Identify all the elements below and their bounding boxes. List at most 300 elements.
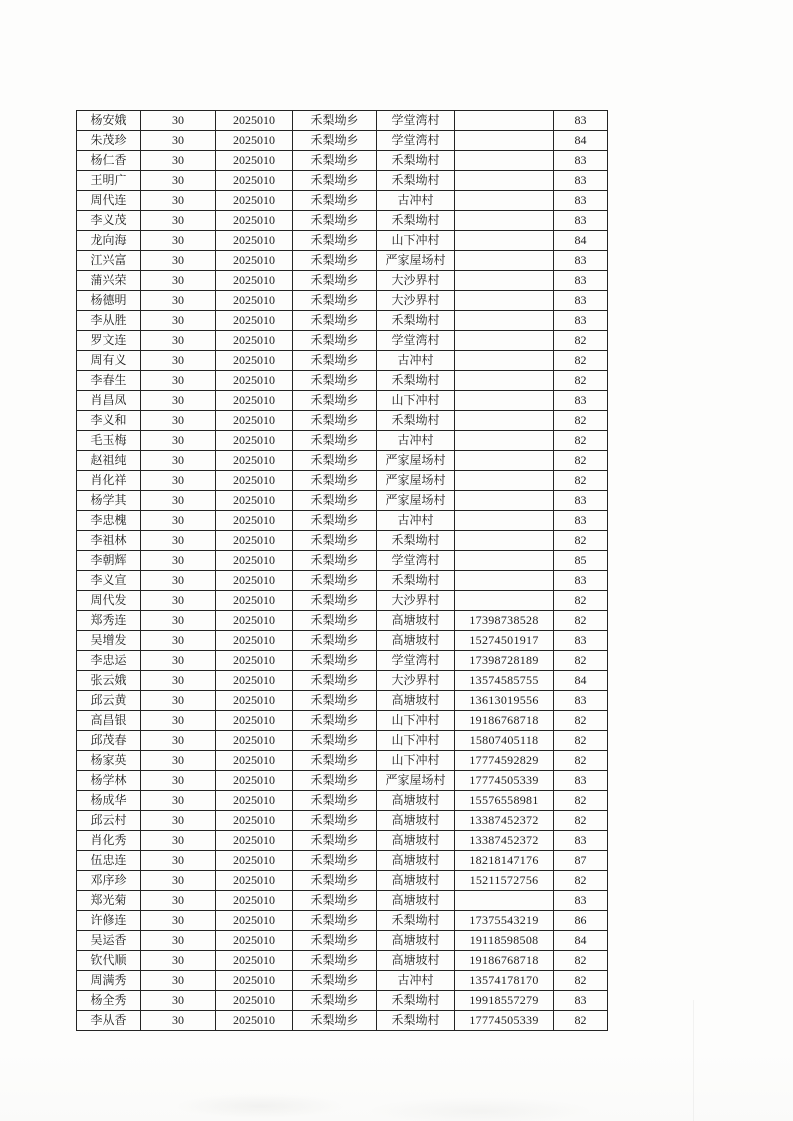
cell-name: 杨成华 bbox=[77, 791, 141, 811]
cell-name: 王明广 bbox=[77, 171, 141, 191]
cell-score: 82 bbox=[554, 371, 608, 391]
cell-quota: 30 bbox=[141, 731, 216, 751]
cell-phone bbox=[455, 331, 554, 351]
cell-name: 李从胜 bbox=[77, 311, 141, 331]
cell-phone: 13387452372 bbox=[455, 831, 554, 851]
cell-code: 2025010 bbox=[216, 731, 293, 751]
cell-quota: 30 bbox=[141, 811, 216, 831]
cell-score: 84 bbox=[554, 131, 608, 151]
table-row bbox=[77, 251, 608, 271]
cell-phone bbox=[455, 131, 554, 151]
cell-code: 2025010 bbox=[216, 951, 293, 971]
cell-township: 禾梨坳乡 bbox=[293, 471, 377, 491]
cell-township: 禾梨坳乡 bbox=[293, 671, 377, 691]
cell-township: 禾梨坳乡 bbox=[293, 311, 377, 331]
cell-phone: 15211572756 bbox=[455, 871, 554, 891]
cell-code: 2025010 bbox=[216, 631, 293, 651]
cell-name: 周有义 bbox=[77, 351, 141, 371]
table-row bbox=[77, 591, 608, 611]
cell-village: 禾梨坳村 bbox=[377, 571, 455, 591]
cell-quota: 30 bbox=[141, 491, 216, 511]
cell-phone bbox=[455, 371, 554, 391]
cell-name: 江兴富 bbox=[77, 251, 141, 271]
cell-name: 杨德明 bbox=[77, 291, 141, 311]
cell-name: 李春生 bbox=[77, 371, 141, 391]
cell-score: 83 bbox=[554, 151, 608, 171]
cell-score: 83 bbox=[554, 691, 608, 711]
cell-name: 杨家英 bbox=[77, 751, 141, 771]
cell-phone bbox=[455, 291, 554, 311]
cell-township: 禾梨坳乡 bbox=[293, 371, 377, 391]
cell-quota: 30 bbox=[141, 651, 216, 671]
cell-quota: 30 bbox=[141, 291, 216, 311]
table-row bbox=[77, 151, 608, 171]
cell-township: 禾梨坳乡 bbox=[293, 991, 377, 1011]
cell-score: 82 bbox=[554, 411, 608, 431]
cell-township: 禾梨坳乡 bbox=[293, 511, 377, 531]
table-row bbox=[77, 451, 608, 471]
cell-code: 2025010 bbox=[216, 831, 293, 851]
cell-village: 高塘坡村 bbox=[377, 951, 455, 971]
cell-phone bbox=[455, 511, 554, 531]
cell-quota: 30 bbox=[141, 991, 216, 1011]
cell-quota: 30 bbox=[141, 891, 216, 911]
cell-name: 杨安娥 bbox=[77, 111, 141, 131]
cell-village: 古冲村 bbox=[377, 971, 455, 991]
cell-township: 禾梨坳乡 bbox=[293, 691, 377, 711]
cell-village: 古冲村 bbox=[377, 431, 455, 451]
cell-township: 禾梨坳乡 bbox=[293, 771, 377, 791]
cell-score: 82 bbox=[554, 471, 608, 491]
cell-score: 84 bbox=[554, 931, 608, 951]
cell-quota: 30 bbox=[141, 111, 216, 131]
cell-quota: 30 bbox=[141, 591, 216, 611]
cell-village: 高塘坡村 bbox=[377, 691, 455, 711]
table-row bbox=[77, 191, 608, 211]
cell-village: 高塘坡村 bbox=[377, 891, 455, 911]
cell-quota: 30 bbox=[141, 791, 216, 811]
cell-score: 82 bbox=[554, 791, 608, 811]
cell-quota: 30 bbox=[141, 771, 216, 791]
cell-phone bbox=[455, 471, 554, 491]
table-row bbox=[77, 311, 608, 331]
cell-code: 2025010 bbox=[216, 131, 293, 151]
cell-township: 禾梨坳乡 bbox=[293, 931, 377, 951]
cell-score: 84 bbox=[554, 671, 608, 691]
cell-name: 朱茂珍 bbox=[77, 131, 141, 151]
cell-score: 83 bbox=[554, 171, 608, 191]
cell-township: 禾梨坳乡 bbox=[293, 111, 377, 131]
cell-phone: 19186768718 bbox=[455, 951, 554, 971]
cell-score: 85 bbox=[554, 551, 608, 571]
table-row bbox=[77, 211, 608, 231]
cell-phone: 17398728189 bbox=[455, 651, 554, 671]
table-row bbox=[77, 851, 608, 871]
table-row bbox=[77, 111, 608, 131]
table-row bbox=[77, 491, 608, 511]
cell-township: 禾梨坳乡 bbox=[293, 211, 377, 231]
cell-quota: 30 bbox=[141, 151, 216, 171]
cell-phone bbox=[455, 891, 554, 911]
table-row bbox=[77, 371, 608, 391]
cell-score: 82 bbox=[554, 451, 608, 471]
cell-phone bbox=[455, 111, 554, 131]
cell-township: 禾梨坳乡 bbox=[293, 191, 377, 211]
cell-phone: 19118598508 bbox=[455, 931, 554, 951]
cell-quota: 30 bbox=[141, 831, 216, 851]
cell-phone: 17774505339 bbox=[455, 771, 554, 791]
cell-township: 禾梨坳乡 bbox=[293, 131, 377, 151]
table-row bbox=[77, 171, 608, 191]
cell-code: 2025010 bbox=[216, 331, 293, 351]
cell-score: 83 bbox=[554, 991, 608, 1011]
cell-code: 2025010 bbox=[216, 931, 293, 951]
table-row bbox=[77, 291, 608, 311]
table-row bbox=[77, 831, 608, 851]
cell-name: 伍忠连 bbox=[77, 851, 141, 871]
cell-score: 83 bbox=[554, 511, 608, 531]
cell-name: 杨全秀 bbox=[77, 991, 141, 1011]
cell-code: 2025010 bbox=[216, 191, 293, 211]
cell-code: 2025010 bbox=[216, 791, 293, 811]
cell-score: 82 bbox=[554, 591, 608, 611]
cell-township: 禾梨坳乡 bbox=[293, 851, 377, 871]
cell-quota: 30 bbox=[141, 191, 216, 211]
cell-village: 禾梨坳村 bbox=[377, 171, 455, 191]
table-row bbox=[77, 951, 608, 971]
cell-name: 龙向海 bbox=[77, 231, 141, 251]
cell-name: 高昌银 bbox=[77, 711, 141, 731]
cell-phone bbox=[455, 171, 554, 191]
cell-village: 大沙界村 bbox=[377, 591, 455, 611]
cell-township: 禾梨坳乡 bbox=[293, 411, 377, 431]
cell-phone: 17774592829 bbox=[455, 751, 554, 771]
cell-name: 周满秀 bbox=[77, 971, 141, 991]
table-row bbox=[77, 611, 608, 631]
cell-score: 83 bbox=[554, 771, 608, 791]
cell-quota: 30 bbox=[141, 131, 216, 151]
cell-score: 82 bbox=[554, 531, 608, 551]
cell-quota: 30 bbox=[141, 511, 216, 531]
cell-village: 严家屋场村 bbox=[377, 491, 455, 511]
cell-quota: 30 bbox=[141, 431, 216, 451]
cell-score: 84 bbox=[554, 231, 608, 251]
cell-quota: 30 bbox=[141, 551, 216, 571]
cell-phone: 17398738528 bbox=[455, 611, 554, 631]
cell-code: 2025010 bbox=[216, 711, 293, 731]
cell-quota: 30 bbox=[141, 451, 216, 471]
table-row bbox=[77, 971, 608, 991]
cell-score: 83 bbox=[554, 571, 608, 591]
cell-village: 山下冲村 bbox=[377, 751, 455, 771]
table-row bbox=[77, 571, 608, 591]
cell-name: 邓序珍 bbox=[77, 871, 141, 891]
cell-phone: 19186768718 bbox=[455, 711, 554, 731]
cell-phone bbox=[455, 531, 554, 551]
cell-code: 2025010 bbox=[216, 591, 293, 611]
cell-phone bbox=[455, 411, 554, 431]
cell-code: 2025010 bbox=[216, 151, 293, 171]
cell-score: 83 bbox=[554, 191, 608, 211]
cell-village: 高塘坡村 bbox=[377, 791, 455, 811]
table-row bbox=[77, 731, 608, 751]
cell-quota: 30 bbox=[141, 951, 216, 971]
cell-phone: 19918557279 bbox=[455, 991, 554, 1011]
cell-quota: 30 bbox=[141, 471, 216, 491]
table-row bbox=[77, 811, 608, 831]
cell-township: 禾梨坳乡 bbox=[293, 491, 377, 511]
cell-quota: 30 bbox=[141, 231, 216, 251]
table-row bbox=[77, 891, 608, 911]
cell-village: 禾梨坳村 bbox=[377, 1011, 455, 1031]
cell-phone: 13613019556 bbox=[455, 691, 554, 711]
cell-village: 学堂湾村 bbox=[377, 111, 455, 131]
cell-score: 82 bbox=[554, 431, 608, 451]
cell-quota: 30 bbox=[141, 351, 216, 371]
cell-name: 李忠运 bbox=[77, 651, 141, 671]
cell-village: 严家屋场村 bbox=[377, 251, 455, 271]
cell-score: 82 bbox=[554, 331, 608, 351]
cell-code: 2025010 bbox=[216, 771, 293, 791]
cell-township: 禾梨坳乡 bbox=[293, 271, 377, 291]
cell-score: 83 bbox=[554, 631, 608, 651]
cell-township: 禾梨坳乡 bbox=[293, 971, 377, 991]
cell-township: 禾梨坳乡 bbox=[293, 831, 377, 851]
cell-code: 2025010 bbox=[216, 851, 293, 871]
cell-village: 高塘坡村 bbox=[377, 631, 455, 651]
cell-name: 邱茂春 bbox=[77, 731, 141, 751]
cell-name: 吴运香 bbox=[77, 931, 141, 951]
cell-name: 肖化秀 bbox=[77, 831, 141, 851]
cell-village: 古冲村 bbox=[377, 511, 455, 531]
cell-township: 禾梨坳乡 bbox=[293, 1011, 377, 1031]
cell-village: 禾梨坳村 bbox=[377, 911, 455, 931]
cell-name: 邱云黄 bbox=[77, 691, 141, 711]
cell-quota: 30 bbox=[141, 751, 216, 771]
cell-township: 禾梨坳乡 bbox=[293, 291, 377, 311]
cell-name: 肖化祥 bbox=[77, 471, 141, 491]
cell-phone: 18218147176 bbox=[455, 851, 554, 871]
cell-township: 禾梨坳乡 bbox=[293, 951, 377, 971]
cell-code: 2025010 bbox=[216, 991, 293, 1011]
cell-village: 古冲村 bbox=[377, 351, 455, 371]
cell-village: 学堂湾村 bbox=[377, 331, 455, 351]
table-row bbox=[77, 651, 608, 671]
cell-quota: 30 bbox=[141, 331, 216, 351]
cell-township: 禾梨坳乡 bbox=[293, 571, 377, 591]
cell-score: 82 bbox=[554, 871, 608, 891]
cell-name: 李朝辉 bbox=[77, 551, 141, 571]
cell-township: 禾梨坳乡 bbox=[293, 251, 377, 271]
cell-name: 吴增发 bbox=[77, 631, 141, 651]
cell-township: 禾梨坳乡 bbox=[293, 171, 377, 191]
cell-phone bbox=[455, 311, 554, 331]
cell-village: 高塘坡村 bbox=[377, 851, 455, 871]
table-row bbox=[77, 911, 608, 931]
table-row bbox=[77, 391, 608, 411]
cell-village: 严家屋场村 bbox=[377, 451, 455, 471]
cell-village: 山下冲村 bbox=[377, 391, 455, 411]
cell-township: 禾梨坳乡 bbox=[293, 891, 377, 911]
cell-score: 83 bbox=[554, 111, 608, 131]
cell-code: 2025010 bbox=[216, 671, 293, 691]
cell-score: 83 bbox=[554, 311, 608, 331]
cell-village: 学堂湾村 bbox=[377, 651, 455, 671]
cell-village: 古冲村 bbox=[377, 191, 455, 211]
cell-name: 张云娥 bbox=[77, 671, 141, 691]
cell-score: 83 bbox=[554, 211, 608, 231]
cell-village: 大沙界村 bbox=[377, 671, 455, 691]
cell-village: 禾梨坳村 bbox=[377, 211, 455, 231]
cell-township: 禾梨坳乡 bbox=[293, 151, 377, 171]
scan-artifact bbox=[693, 1000, 694, 1121]
cell-phone bbox=[455, 591, 554, 611]
cell-score: 83 bbox=[554, 831, 608, 851]
cell-phone bbox=[455, 351, 554, 371]
cell-name: 杨学林 bbox=[77, 771, 141, 791]
cell-code: 2025010 bbox=[216, 471, 293, 491]
cell-township: 禾梨坳乡 bbox=[293, 431, 377, 451]
cell-village: 禾梨坳村 bbox=[377, 371, 455, 391]
cell-township: 禾梨坳乡 bbox=[293, 911, 377, 931]
cell-village: 高塘坡村 bbox=[377, 931, 455, 951]
cell-score: 82 bbox=[554, 351, 608, 371]
cell-quota: 30 bbox=[141, 311, 216, 331]
cell-phone: 17774505339 bbox=[455, 1011, 554, 1031]
cell-code: 2025010 bbox=[216, 411, 293, 431]
cell-township: 禾梨坳乡 bbox=[293, 531, 377, 551]
cell-code: 2025010 bbox=[216, 211, 293, 231]
cell-code: 2025010 bbox=[216, 251, 293, 271]
table-row bbox=[77, 631, 608, 651]
cell-phone: 13574178170 bbox=[455, 971, 554, 991]
cell-township: 禾梨坳乡 bbox=[293, 791, 377, 811]
cell-phone bbox=[455, 231, 554, 251]
cell-code: 2025010 bbox=[216, 871, 293, 891]
cell-name: 钦代顺 bbox=[77, 951, 141, 971]
cell-phone: 13387452372 bbox=[455, 811, 554, 831]
cell-code: 2025010 bbox=[216, 351, 293, 371]
cell-phone bbox=[455, 491, 554, 511]
table-row bbox=[77, 411, 608, 431]
cell-score: 83 bbox=[554, 271, 608, 291]
table-row bbox=[77, 271, 608, 291]
cell-township: 禾梨坳乡 bbox=[293, 731, 377, 751]
table-row bbox=[77, 691, 608, 711]
cell-village: 山下冲村 bbox=[377, 231, 455, 251]
cell-quota: 30 bbox=[141, 671, 216, 691]
cell-village: 学堂湾村 bbox=[377, 551, 455, 571]
roster-table-body bbox=[77, 111, 608, 1031]
table-row bbox=[77, 671, 608, 691]
cell-quota: 30 bbox=[141, 911, 216, 931]
table-row bbox=[77, 351, 608, 371]
cell-score: 83 bbox=[554, 291, 608, 311]
table-row bbox=[77, 551, 608, 571]
cell-name: 周代连 bbox=[77, 191, 141, 211]
cell-township: 禾梨坳乡 bbox=[293, 631, 377, 651]
cell-code: 2025010 bbox=[216, 111, 293, 131]
cell-code: 2025010 bbox=[216, 491, 293, 511]
cell-village: 高塘坡村 bbox=[377, 811, 455, 831]
cell-code: 2025010 bbox=[216, 1011, 293, 1031]
cell-name: 蒲兴荣 bbox=[77, 271, 141, 291]
cell-township: 禾梨坳乡 bbox=[293, 451, 377, 471]
cell-phone: 17375543219 bbox=[455, 911, 554, 931]
cell-name: 郑光菊 bbox=[77, 891, 141, 911]
cell-quota: 30 bbox=[141, 711, 216, 731]
cell-village: 山下冲村 bbox=[377, 731, 455, 751]
cell-village: 高塘坡村 bbox=[377, 611, 455, 631]
cell-quota: 30 bbox=[141, 271, 216, 291]
cell-code: 2025010 bbox=[216, 391, 293, 411]
table-row bbox=[77, 511, 608, 531]
cell-code: 2025010 bbox=[216, 971, 293, 991]
cell-name: 杨仁香 bbox=[77, 151, 141, 171]
cell-code: 2025010 bbox=[216, 811, 293, 831]
cell-score: 82 bbox=[554, 731, 608, 751]
table-row bbox=[77, 931, 608, 951]
cell-township: 禾梨坳乡 bbox=[293, 231, 377, 251]
cell-village: 大沙界村 bbox=[377, 271, 455, 291]
cell-score: 82 bbox=[554, 651, 608, 671]
cell-quota: 30 bbox=[141, 1011, 216, 1031]
cell-score: 82 bbox=[554, 951, 608, 971]
cell-village: 禾梨坳村 bbox=[377, 991, 455, 1011]
cell-township: 禾梨坳乡 bbox=[293, 751, 377, 771]
cell-phone: 13574585755 bbox=[455, 671, 554, 691]
cell-village: 严家屋场村 bbox=[377, 771, 455, 791]
cell-township: 禾梨坳乡 bbox=[293, 811, 377, 831]
cell-code: 2025010 bbox=[216, 291, 293, 311]
cell-township: 禾梨坳乡 bbox=[293, 871, 377, 891]
cell-township: 禾梨坳乡 bbox=[293, 331, 377, 351]
cell-code: 2025010 bbox=[216, 651, 293, 671]
cell-phone bbox=[455, 151, 554, 171]
cell-village: 禾梨坳村 bbox=[377, 531, 455, 551]
cell-quota: 30 bbox=[141, 931, 216, 951]
cell-score: 83 bbox=[554, 391, 608, 411]
cell-village: 禾梨坳村 bbox=[377, 411, 455, 431]
cell-score: 82 bbox=[554, 971, 608, 991]
cell-name: 邱云村 bbox=[77, 811, 141, 831]
table-row bbox=[77, 231, 608, 251]
cell-village: 山下冲村 bbox=[377, 711, 455, 731]
cell-score: 82 bbox=[554, 611, 608, 631]
cell-code: 2025010 bbox=[216, 431, 293, 451]
cell-phone: 15576558981 bbox=[455, 791, 554, 811]
cell-township: 禾梨坳乡 bbox=[293, 351, 377, 371]
table-row bbox=[77, 871, 608, 891]
cell-name: 李忠槐 bbox=[77, 511, 141, 531]
cell-code: 2025010 bbox=[216, 571, 293, 591]
cell-score: 83 bbox=[554, 891, 608, 911]
cell-quota: 30 bbox=[141, 971, 216, 991]
table-row bbox=[77, 791, 608, 811]
cell-code: 2025010 bbox=[216, 231, 293, 251]
table-row bbox=[77, 751, 608, 771]
cell-village: 禾梨坳村 bbox=[377, 151, 455, 171]
cell-code: 2025010 bbox=[216, 691, 293, 711]
cell-code: 2025010 bbox=[216, 531, 293, 551]
cell-township: 禾梨坳乡 bbox=[293, 651, 377, 671]
cell-quota: 30 bbox=[141, 211, 216, 231]
cell-score: 83 bbox=[554, 251, 608, 271]
cell-code: 2025010 bbox=[216, 311, 293, 331]
cell-name: 李义和 bbox=[77, 411, 141, 431]
cell-name: 肖昌凤 bbox=[77, 391, 141, 411]
cell-quota: 30 bbox=[141, 871, 216, 891]
